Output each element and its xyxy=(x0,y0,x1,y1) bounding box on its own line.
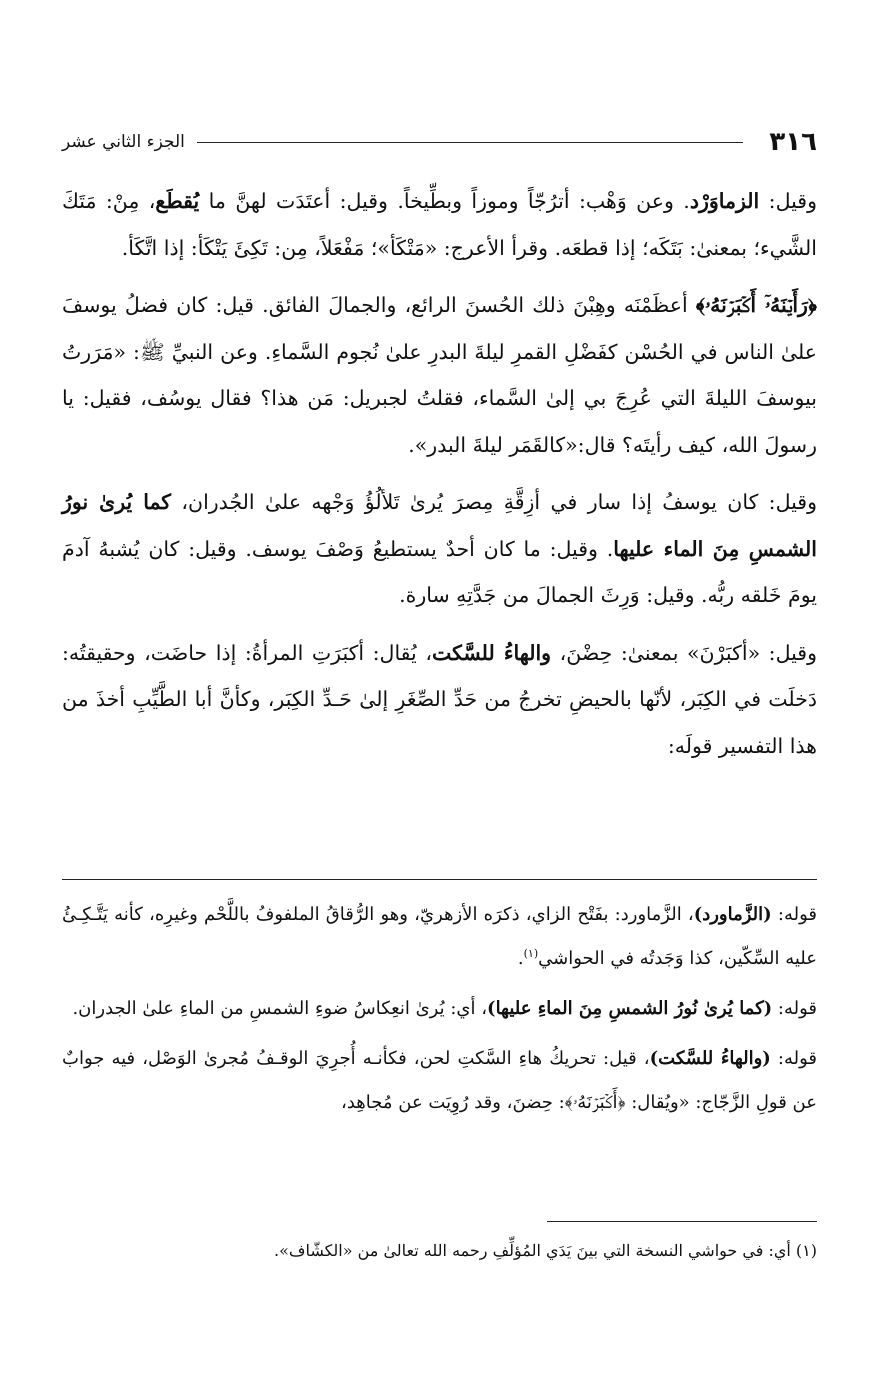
paragraph-1 xyxy=(62,178,817,271)
commentary-item-2 xyxy=(62,987,817,1031)
footnote-reference[interactable]: (١) xyxy=(523,947,539,960)
quran-quote: ﴿رَأَيۡنَهُۥٓ أَكۡبَرۡنَهُۥ﴾ xyxy=(695,293,817,317)
text-run: أعظَمْنَه وهِبْنَ ذلك الحُسنَ الرائع، والجمالَ الفائق. قيل: كان فضلُ يوسفَ علىٰ الناس في الحُسْن كفَضْلِ القمرِ ليلةَ البدرِ علىٰ نُجوم السَّماءِ. وعن النبيِّ ﷺ: «مَرَرتُ بيوسفَ الليلةَ التي عُرِجَ بي إلىٰ السَّماء، فقلتُ لجبريل: مَن هذا؟ فقال يوسُف، فقيل: يا رسولَ الله، كيف رأيتَه؟ قال:«كالقَمَر ليلةَ البدر». xyxy=(62,293,817,457)
text-run: . xyxy=(517,948,524,969)
text-run: ، يُقال: أكبَرَتِ المرأةُ: إذا حاضَت، وحقيقتُه: دَخلَت في الكِبَر، لأنّها بالحيضِ تخرجُ من حَدِّ الصِّغَرِ إلىٰ حَـدِّ الكِبَر، وكأنَّ أبا الطَّيِّبِ أخذَ من هذا التفسير قولَه: xyxy=(62,640,817,758)
text-run: ، قيل: تحريكُ هاءِ السَّكتِ لحن، فكأنـه أُجرِيَ الوقـفُ مُجرىٰ الوَصْل، فيه جوابٌ عن قولِ الزَّجّاج: «ويُقال: ﴿أَكۡبَرۡنَهُۥ﴾: حِضنَ، وقد رُوِيَت عن مُجاهِد، xyxy=(62,1048,817,1113)
paragraph-4 xyxy=(62,630,817,770)
text-run: ، مِنْ: مَتَكَ الشَّيء؛ بمعنىٰ: بَتَكَه؛ إذا قطعَه. وقرأ الأعرج: «مَتْكَأ»؛ مَفْعَلاً، مِن: تَكِئَ يَتْكَأ: إذا اتَّكَأ. xyxy=(62,189,817,260)
text-run: وقيل: كان يوسفُ إذا سار في أزِقَّةِ مِصرَ يُرىٰ تَلألُؤُ وَجْهه علىٰ الجُدران، xyxy=(171,490,818,514)
commentary-separator xyxy=(62,879,817,880)
commentary-item-3 xyxy=(62,1037,817,1125)
main-text xyxy=(62,178,817,780)
bold-term: (كما يُرىٰ نُورُ الشمسِ مِنَ الماءِ عليها) xyxy=(487,998,773,1019)
running-title: الجزء الثاني عشر xyxy=(62,132,185,152)
text-run: قوله: xyxy=(772,998,817,1019)
bold-term: كما يُرىٰ نورُ الشمسِ مِنَ الماء عليها xyxy=(62,490,817,561)
footnote-separator xyxy=(547,1221,817,1222)
bold-term: (والهاءُ للسَّكت) xyxy=(649,1048,771,1069)
bold-term: يُقطَع xyxy=(155,189,200,213)
commentary xyxy=(62,893,817,1131)
bold-term: (الزَّماورد) xyxy=(693,904,772,925)
text-run: وقيل: xyxy=(759,189,817,213)
bold-term: الزماوَرْد xyxy=(689,189,760,213)
text-run: وقيل: «أكبَرْنَ» بمعنىٰ: حِضْنَ، xyxy=(551,640,817,665)
page-header xyxy=(62,120,817,164)
page-number: ٣١٦ xyxy=(769,127,817,157)
text-run: قوله: xyxy=(770,1048,818,1069)
paragraph-3 xyxy=(62,479,817,619)
text-run: قوله: xyxy=(771,904,817,925)
header-rule xyxy=(197,142,744,143)
text-run: ، الزَّماورد: بفَتْح الزاي، ذكرَه الأزهريّ، وهو الرُّقاقُ الملفوفُ باللَّحْم وغيرِه، كأنه يَتَّـكِـئُ عليه السِّكّين، كذا وَجَدتُه في الحواشي xyxy=(62,904,817,969)
text-run: . وقيل: ما كان أحدٌ يستطيعُ وَصْفَ يوسف. وقيل: كان يُشبهُ آدمَ يومَ خَلقه ربُّه. وقيل: وَرِثَ الجمالَ من جَدَّتِهِ سارة. xyxy=(62,536,817,607)
footnote: (١) أي: في حواشي النسخة التي بينَ يَدَي المُؤلِّفِ رحمه الله تعالىٰ من «الكشّاف». xyxy=(273,1241,817,1260)
commentary-item-1 xyxy=(62,893,817,981)
paragraph-2 xyxy=(62,282,817,468)
bold-term: والهاءُ للسَّكت xyxy=(431,640,552,665)
text-run: ، أي: يُرىٰ انعِكاسُ ضوءِ الشمسِ من الماءِ علىٰ الجدران. xyxy=(72,998,488,1019)
text-run: . وعن وَهْب: أترُجّاً وموزاً وبطِّيخاً. وقيل: أعتَدَت لهنَّ ما xyxy=(199,189,690,213)
